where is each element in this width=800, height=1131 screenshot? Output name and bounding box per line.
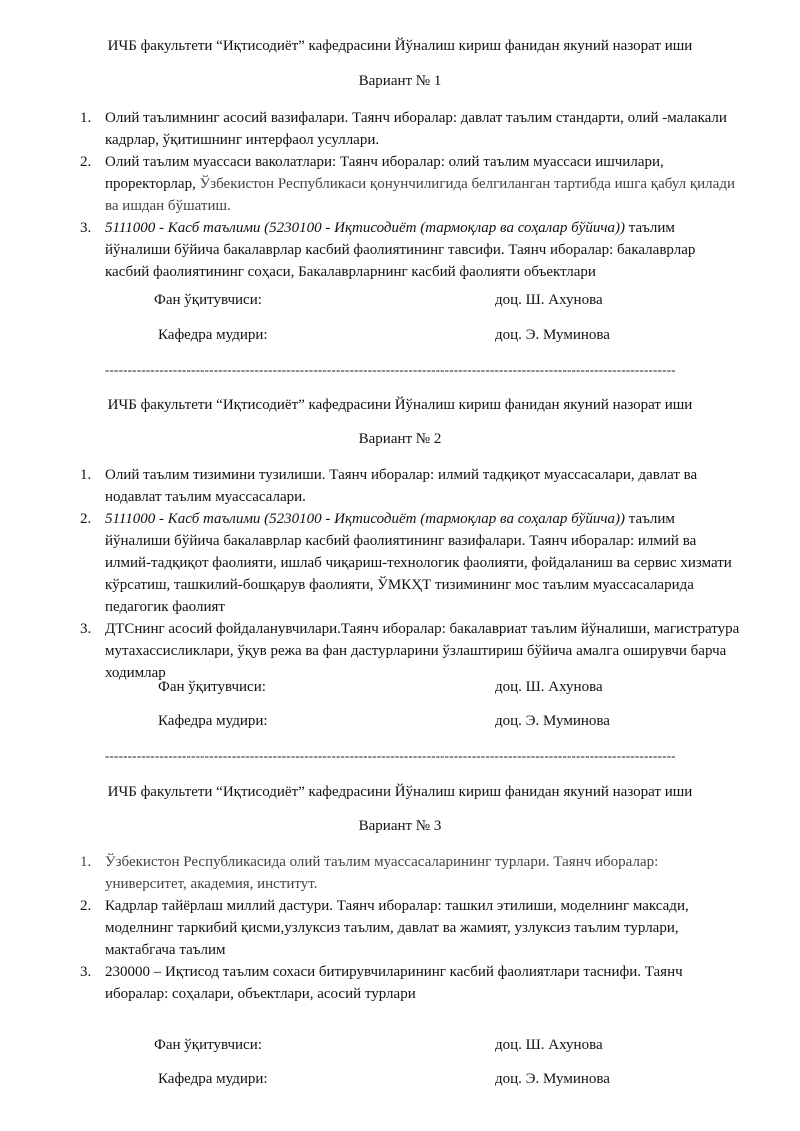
list-item xyxy=(80,508,740,618)
item-text-continuation: Ўзбекистон Республикаси қонунчилигида белгиланган тартибда ишга қабул қилади ва ишдан бўшатиш. xyxy=(105,176,735,214)
item-number: 2. xyxy=(80,154,92,170)
header-title: ИЧБ факультети “Иқтисодиёт” кафедрасини Йўналиш кириш фанидан якуний назорат иши xyxy=(107,397,693,413)
item-number: 1. xyxy=(80,110,92,126)
item-text: таълим йўналиши бўйича бакалаврлар касбий фаолиятининг тавсифи. Таянч иборалар: бакалаврлар касбий фаолиятининг соҳаси, Бакалаврларнинг касбий фаолияти объектлари xyxy=(105,220,696,280)
variant-label: Вариант № 3 xyxy=(358,818,442,834)
list-item xyxy=(80,895,740,961)
item-text: Кадрлар тайёрлаш миллий дастури. Таянч иборалар: ташкил этилиши, моделнинг максади, моделнинг таркибий қисми,узлуксиз таълим, давлат ва жамият, узлуксиз таълим турлари, мактабгача таълим xyxy=(105,898,689,958)
header-title: ИЧБ факультети “Иқтисодиёт” кафедрасини Йўналиш кириш фанидан якуний назорат иши xyxy=(107,784,693,800)
teacher-label: Фан ўқитувчиси: xyxy=(154,1037,262,1053)
item-text: Ўзбекистон Республикасида олий таълим муассасаларининг турлари. Таянч иборалар: университет, академия, институт. xyxy=(105,854,659,892)
head-name: доц. Э. Муминова xyxy=(495,713,610,729)
list-item xyxy=(80,217,740,283)
separator-line: ------------------------------------------------------------------------------------------------------------------------------ xyxy=(105,362,676,377)
item-text: таълим йўналиши бўйича бакалаврлар касбий фаолиятининг вазифалари. Таянч иборалар: илмий ва илмий-тадқиқот фаолияти, ишлаб чиқариш-технологик фаолияти, фойдаланиш ва сервис хизмати кўрсатиш, ташкилий-бошқарув фаолияти, ЎМКҲТ тизимининг мос таълим муассасаларида педагогик фаолият xyxy=(105,511,732,615)
item-text: Олий таълимнинг асосий вазифалари. Таянч иборалар: давлат таълим стандарти, олий -малакали кадрлар, ўқитишнинг интерфаол усуллари. xyxy=(105,110,727,148)
head-name: доц. Э. Муминова xyxy=(495,1071,610,1087)
list-item xyxy=(80,107,740,151)
item-text: Олий таълим тизимини тузилиши. Таянч иборалар: илмий тадқиқот муассасалари, давлат ва нодавлат таълим муассасалари. xyxy=(105,467,698,505)
item-italic-text: 5111000 - Касб таълими (5230100 - Иқтисодиёт (тармоқлар ва соҳалар бўйича)) xyxy=(105,220,625,236)
item-number: 3. xyxy=(80,621,92,637)
variant-label: Вариант № 2 xyxy=(358,431,442,447)
question-list xyxy=(80,464,740,684)
list-item xyxy=(80,618,740,684)
item-text: ДТСнинг асосий фойдаланувчилари.Таянч иборалар: бакалавриат таълим йўналиши, магистратура мутахассисликлари, ўқув режа ва фан дастурларини ўзлаштириш бўйича амалга оширувчи барча ходимлар xyxy=(105,621,740,681)
teacher-name: доц. Ш. Ахунова xyxy=(495,1037,603,1053)
teacher-label: Фан ўқитувчиси: xyxy=(154,292,262,308)
item-number: 2. xyxy=(80,898,92,914)
list-item xyxy=(80,464,740,508)
head-label: Кафедра мудири: xyxy=(158,327,268,343)
separator-line: ------------------------------------------------------------------------------------------------------------------------------ xyxy=(105,748,676,763)
teacher-name: доц. Ш. Ахунова xyxy=(495,292,603,308)
header-title: ИЧБ факультети “Иқтисодиёт” кафедрасини Йўналиш кириш фанидан якуний назорат иши xyxy=(107,38,693,54)
item-number: 3. xyxy=(80,220,92,236)
teacher-label: Фан ўқитувчиси: xyxy=(158,679,266,695)
item-italic-text: 5111000 - Касб таълими (5230100 - Иқтисодиёт (тармоқлар ва соҳалар бўйича)) xyxy=(105,511,625,527)
list-item xyxy=(80,851,740,895)
variant-label: Вариант № 1 xyxy=(358,73,442,89)
item-text: 230000 – Иқтисод таълим сохаси битирувчиларининг касбий фаолиятлари таснифи. Таянч иборалар: соҳалари, объектлари, асосий турлари xyxy=(105,964,683,1002)
item-text: Олий таълим муассаси ваколатлари: Таянч иборалар: олий таълим муассаси ишчилари, проректорлар, xyxy=(105,154,664,192)
head-label: Кафедра мудири: xyxy=(158,713,268,729)
head-label: Кафедра мудири: xyxy=(158,1071,268,1087)
head-name: доц. Э. Муминова xyxy=(495,327,610,343)
list-item xyxy=(80,961,740,1005)
question-list xyxy=(80,107,740,283)
question-list xyxy=(80,851,740,1005)
item-number: 2. xyxy=(80,511,92,527)
list-item xyxy=(80,151,740,217)
item-number: 3. xyxy=(80,964,92,980)
item-number: 1. xyxy=(80,467,92,483)
teacher-name: доц. Ш. Ахунова xyxy=(495,679,603,695)
item-number: 1. xyxy=(80,854,92,870)
